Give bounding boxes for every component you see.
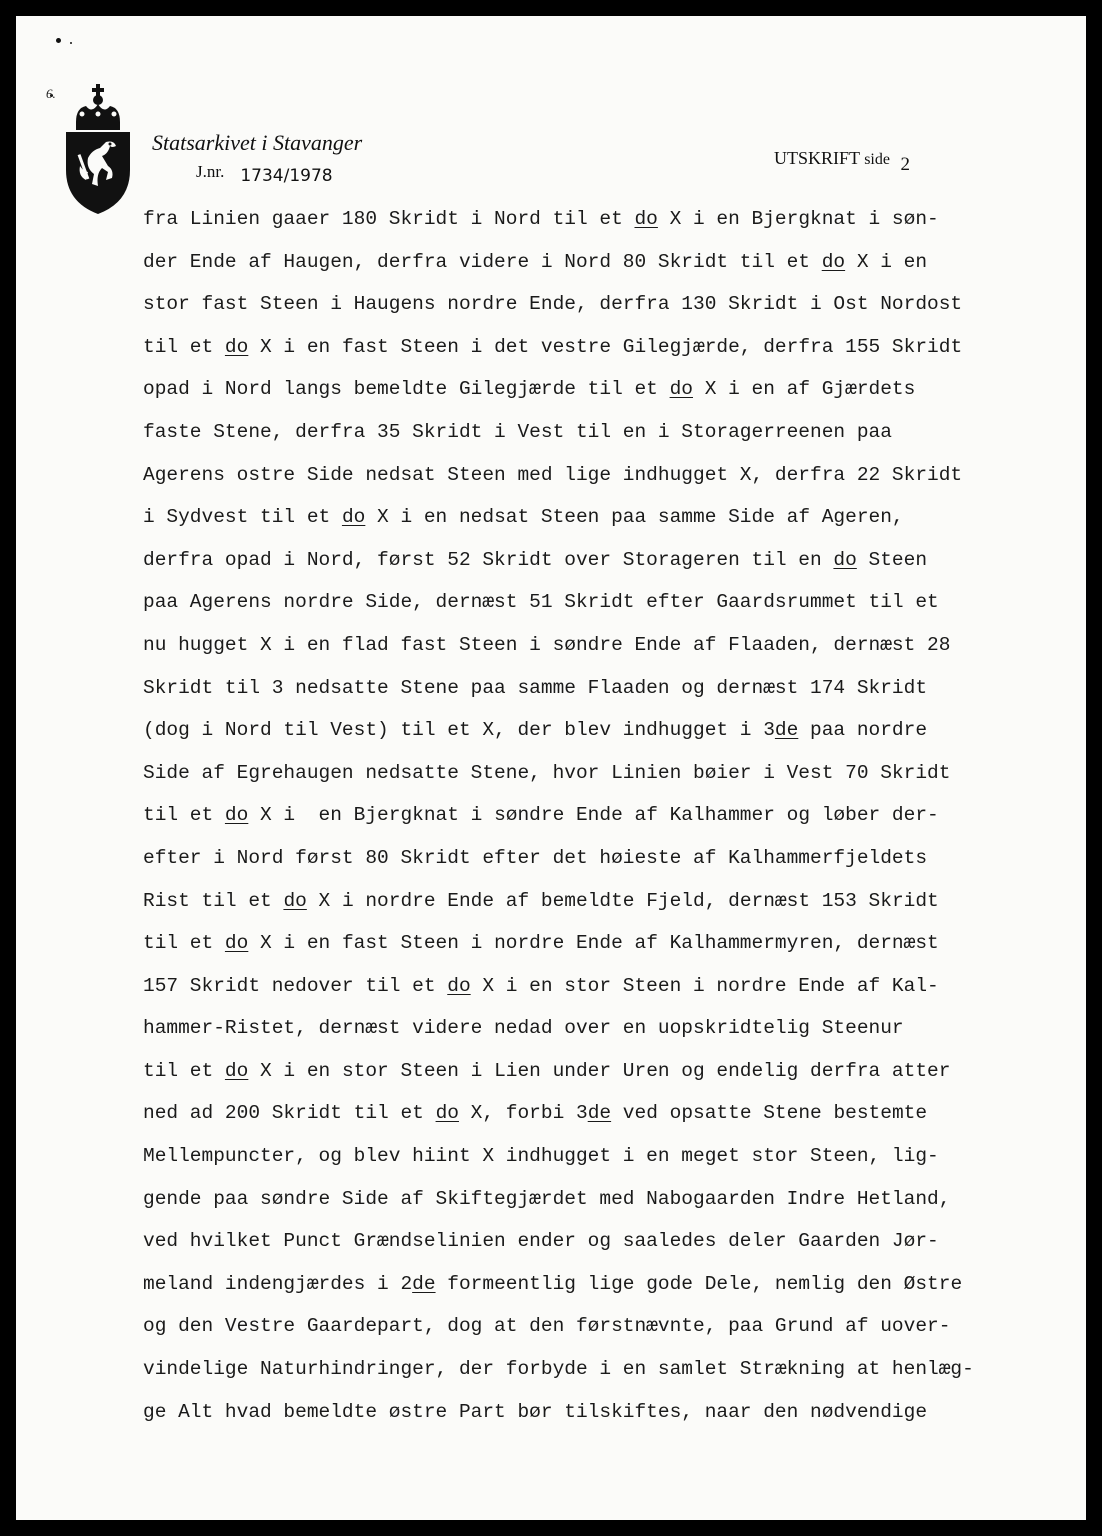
text-segment: fra Linien gaaer 180 Skridt i Nord til et	[143, 208, 635, 230]
text-line	[143, 709, 1073, 752]
text-line	[143, 624, 1073, 667]
text-segment: til et	[143, 335, 225, 358]
text-line	[143, 1178, 1073, 1221]
text-segment: og den Vestre Gaardepart, dog at den førstnævnte, paa Grund af uover-	[143, 1315, 951, 1338]
text-line	[143, 1263, 1073, 1306]
text-segment: ge Alt hvad bemeldte østre Part bør tilskiftes, naar den nødvendige	[143, 1400, 928, 1423]
norwegian-coat-of-arms-icon	[62, 84, 134, 216]
text-segment: X, forbi 3	[458, 1102, 588, 1125]
text-line	[143, 326, 1073, 369]
text-segment: X i en Bjergknat i søn-	[657, 208, 939, 230]
text-segment: derfra opad i Nord, først 52 Skridt over Storageren til en	[143, 548, 834, 571]
underlined-abbreviation: do	[447, 974, 471, 997]
text-segment: formeentlig lige gode Dele, nemlig den Østre	[435, 1272, 963, 1295]
text-line	[143, 241, 1073, 284]
underlined-abbreviation: do	[669, 378, 693, 401]
text-segment: stor fast Steen i Haugens nordre Ende, derfra 130 Skridt i Ost Nordost	[143, 293, 963, 316]
text-segment: Rist til et	[143, 889, 284, 912]
underlined-abbreviation: do	[833, 548, 857, 571]
text-segment: til et	[143, 804, 225, 827]
text-line	[143, 368, 1073, 411]
text-segment: der Ende af Haugen, derfra videre i Nord 80 Skridt til et	[143, 250, 822, 273]
text-line	[143, 539, 1073, 582]
text-line	[143, 581, 1073, 624]
text-line	[143, 752, 1073, 795]
text-segment: Agerens ostre Side nedsat Steen med lige indhugget X, derfra 22 Skridt	[143, 463, 963, 486]
text-segment: ved hvilket Punct Grændselinien ender og saaledes deler Gaarden Jør-	[143, 1230, 939, 1253]
journal-label: J.nr.	[196, 162, 225, 181]
text-line	[143, 283, 1073, 326]
text-segment: til et	[143, 932, 225, 955]
text-segment: (dog i Nord til Vest) til et X, der blev indhugget i 3	[143, 719, 775, 742]
text-line	[143, 1305, 1073, 1348]
text-segment: X i en fast Steen i nordre Ende af Kalhammermyren, dernæst	[248, 932, 939, 955]
text-segment: X i en nedsat Steen paa samme Side af Ageren,	[365, 506, 904, 529]
underlined-abbreviation: do	[224, 804, 249, 827]
text-segment: X i en stor Steen i nordre Ende af Kal-	[470, 974, 939, 997]
text-segment: faste Stene, derfra 35 Skridt i Vest til en i Storagerreenen paa	[143, 420, 892, 443]
text-segment: meland indengjærdes i 2	[143, 1272, 413, 1295]
underlined-abbreviation: do	[283, 889, 307, 912]
underlined-abbreviation: do	[224, 1059, 249, 1082]
text-segment: Mellempuncter, og blev hiint X indhugget i en meget stor Steen, lig-	[143, 1145, 939, 1168]
text-line	[143, 1220, 1073, 1263]
underlined-abbreviation: do	[224, 335, 249, 358]
text-line	[143, 922, 1073, 965]
text-segment: paa Agerens nordre Side, dernæst 51 Skridt efter Gaardsrummet til et	[143, 591, 939, 614]
text-line	[143, 1007, 1073, 1050]
text-segment: X i en fast Steen i det vestre Gilegjærde, derfra 155 Skridt	[248, 335, 963, 358]
text-line	[143, 198, 1073, 241]
text-segment: X i en af Gjærdets	[693, 378, 916, 401]
text-segment: paa nordre	[798, 719, 928, 742]
text-segment: til et	[143, 1059, 225, 1082]
underlined-abbreviation: do	[634, 208, 658, 230]
transcript-page-number: 2	[900, 154, 910, 175]
underlined-abbreviation: de	[412, 1272, 436, 1295]
transcript-side-label: side	[864, 151, 890, 168]
text-segment: nu hugget X i en flad fast Steen i søndre Ende af Flaaden, dernæst 28	[143, 633, 951, 656]
journal-number: 1734/1978	[240, 166, 333, 186]
text-segment: opad i Nord langs bemeldte Gilegjærde til et	[143, 378, 670, 401]
transcript-page-label	[774, 148, 910, 175]
underlined-abbreviation: de	[587, 1102, 612, 1125]
text-segment: 157 Skridt nedover til et	[143, 974, 448, 997]
text-line	[143, 965, 1073, 1008]
journal-number-line	[196, 162, 333, 186]
underlined-abbreviation: do	[224, 932, 249, 955]
text-line	[143, 1092, 1073, 1135]
text-segment: Steen	[856, 548, 928, 571]
text-segment: ved opsatte Stene bestemte	[611, 1102, 928, 1125]
document-page	[16, 16, 1086, 1520]
underlined-abbreviation: do	[341, 506, 366, 529]
text-segment: Skridt til 3 nedsatte Stene paa samme Flaaden og dernæst 174 Skridt	[143, 676, 928, 699]
text-line	[143, 1391, 1073, 1434]
transcript-label: UTSKRIFT	[774, 148, 860, 168]
document-body	[143, 198, 1073, 1433]
text-line	[143, 880, 1073, 923]
text-segment: X i en Bjergknat i søndre Ende af Kalhammer og løber der-	[248, 804, 939, 827]
text-segment: gende paa søndre Side af Skiftegjærdet med Nabogaarden Indre Hetland,	[143, 1187, 951, 1210]
text-segment: X i en	[845, 250, 928, 273]
text-segment: efter i Nord først 80 Skridt efter det høieste af Kalhammerfjeldets	[143, 846, 928, 869]
text-segment: i Sydvest til et	[143, 506, 342, 529]
underlined-abbreviation: do	[821, 250, 846, 273]
underlined-abbreviation: do	[435, 1102, 459, 1125]
text-segment: hammer-Ristet, dernæst videre nedad over en uopskridtelig Steenur	[143, 1017, 904, 1040]
page-mark: 6.	[46, 86, 56, 101]
text-segment: vindelige Naturhindringer, der forbyde i en samlet Strækning at henlæg-	[143, 1358, 974, 1381]
text-line	[143, 1050, 1073, 1093]
text-segment: X i nordre Ende af bemeldte Fjeld, dernæst 153 Skridt	[306, 889, 939, 912]
archive-name: Statsarkivet i Stavanger	[152, 130, 363, 155]
text-line	[143, 667, 1073, 710]
text-segment: X i en stor Steen i Lien under Uren og endelig derfra atter	[248, 1059, 951, 1082]
text-line	[143, 1135, 1073, 1178]
text-segment: Side af Egrehaugen nedsatte Stene, hvor Linien bøier i Vest 70 Skridt	[143, 761, 951, 784]
text-line	[143, 411, 1073, 454]
text-line	[143, 794, 1073, 837]
text-segment: ned ad 200 Skridt til et	[143, 1102, 436, 1125]
text-line	[143, 1348, 1073, 1391]
text-line	[143, 496, 1073, 539]
text-line	[143, 454, 1073, 497]
text-line	[143, 837, 1073, 880]
underlined-abbreviation: de	[774, 719, 799, 742]
